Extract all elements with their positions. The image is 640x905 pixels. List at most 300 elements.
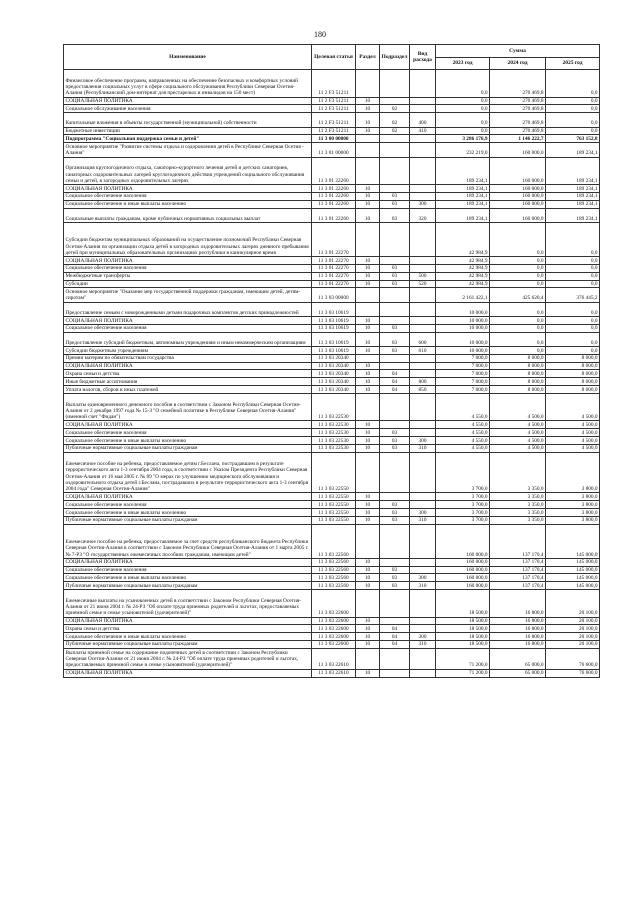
cell-2023: 160 000,0 <box>436 566 490 574</box>
cell-name: Социальное обеспечение и иные выплаты населению <box>64 437 312 445</box>
cell-section: 10 <box>356 421 380 429</box>
cell-expense-type <box>410 452 436 493</box>
cell-subsection: 03 <box>380 200 410 208</box>
cell-2024: 4 500,0 <box>490 429 546 437</box>
cell-2024: 425 620,4 <box>490 288 546 302</box>
cell-2023: 10 000,0 <box>436 302 490 316</box>
cell-subsection: 03 <box>380 437 410 445</box>
cell-name: СОЦИАЛЬНАЯ ПОЛИТИКА <box>64 493 312 501</box>
cell-section: 10 <box>356 444 380 452</box>
cell-2024: 0,0 <box>490 264 546 272</box>
cell-2025: 0,0 <box>546 272 600 280</box>
cell-target-code: 11 3 03 22530 <box>312 429 356 437</box>
cell-target-code: 11 3 03 20340 <box>312 354 356 362</box>
cell-2025: 3 800,0 <box>546 509 600 517</box>
cell-2025: 763 152,8 <box>546 135 600 143</box>
cell-2023: 189 234,1 <box>436 192 490 200</box>
table-row <box>64 362 600 370</box>
cell-expense-type <box>410 264 436 272</box>
cell-name: СОЦИАЛЬНАЯ ПОЛИТИКА <box>64 669 312 677</box>
cell-target-code: 11 3 03 22560 <box>312 582 356 590</box>
cell-name: Публичные нормативные социальные выплаты гражданам <box>64 516 312 524</box>
cell-2025: 0,0 <box>546 317 600 325</box>
cell-target-code: 11 3 00 00000 <box>312 135 356 143</box>
cell-2025: 8 000,0 <box>546 370 600 378</box>
cell-target-code: 11 3 01 22270 <box>312 272 356 280</box>
cell-2024: 270 469,8 <box>490 70 546 98</box>
cell-section: 10 <box>356 317 380 325</box>
cell-section: 10 <box>356 113 380 127</box>
cell-2025: 8 000,0 <box>546 362 600 370</box>
cell-name: Публичные нормативные социальные выплаты гражданам <box>64 640 312 648</box>
cell-section <box>356 648 380 669</box>
cell-name: Ежемесячное пособие на ребенка, предоставляемое за счет средств республиканского бюджета Республики Северная Осетия-Алания в соответствии с Законом Республики Северная Осетия-Алания от 1 марта 2005 г. № 7-РЗ "О государственных ежемесячных пособиях гражданам, имеющим детей" <box>64 524 312 558</box>
cell-section: 10 <box>356 362 380 370</box>
cell-section: 10 <box>356 501 380 509</box>
cell-section: 10 <box>356 257 380 265</box>
cell-target-code: 11 3 01 22260 <box>312 200 356 208</box>
cell-2023: 160 000,0 <box>436 524 490 558</box>
cell-subsection <box>380 70 410 98</box>
cell-name: Организация круглогодичного отдыха, санаторно-курортного лечения детей и детских санаториев, санаторных оздоровительных лагерей круглогодичного действия учреждений социального обслуживания семьи и детей, в загородных оздоровительных лагерях <box>64 157 312 185</box>
cell-section: 10 <box>356 566 380 574</box>
cell-name: Социальное обеспечение и иные выплаты населению <box>64 633 312 641</box>
cell-target-code: 11 3 03 22550 <box>312 493 356 501</box>
cell-target-code: 11 3 03 22560 <box>312 524 356 558</box>
cell-section: 10 <box>356 633 380 641</box>
cell-subsection <box>380 362 410 370</box>
cell-target-code: 11 3 03 20340 <box>312 370 356 378</box>
cell-target-code: 11 3 03 10619 <box>312 347 356 355</box>
cell-2023: 160 000,0 <box>436 574 490 582</box>
table-row <box>64 280 600 288</box>
cell-2025: 8 000,0 <box>546 354 600 362</box>
cell-2024: 270 469,8 <box>490 127 546 135</box>
cell-2024: 16 800,0 <box>490 640 546 648</box>
cell-section <box>356 70 380 98</box>
table-row <box>64 317 600 325</box>
cell-expense-type: 310 <box>410 640 436 648</box>
cell-section: 10 <box>356 280 380 288</box>
page-number: 180 <box>314 30 326 39</box>
cell-expense-type: 310 <box>410 444 436 452</box>
table-row <box>64 272 600 280</box>
cell-subsection: 02 <box>380 113 410 127</box>
cell-name: СОЦИАЛЬНАЯ ПОЛИТИКА <box>64 421 312 429</box>
cell-subsection <box>380 452 410 493</box>
cell-expense-type <box>410 185 436 193</box>
cell-2023: 42 984,9 <box>436 257 490 265</box>
cell-2025: 145 000,0 <box>546 558 600 566</box>
cell-name: СОЦИАЛЬНАЯ ПОЛИТИКА <box>64 558 312 566</box>
cell-target-code: 11 3 03 22600 <box>312 633 356 641</box>
cell-2024: 137 170,4 <box>490 558 546 566</box>
cell-2025: 189 234,1 <box>546 192 600 200</box>
cell-expense-type <box>410 558 436 566</box>
cell-subsection: 03 <box>380 347 410 355</box>
cell-target-code: 11 3 03 22530 <box>312 444 356 452</box>
cell-2024: 160 000,0 <box>490 200 546 208</box>
cell-section: 10 <box>356 378 380 386</box>
cell-subsection: 02 <box>380 105 410 113</box>
cell-2024: 0,0 <box>490 332 546 346</box>
cell-2025: 8 000,0 <box>546 386 600 394</box>
cell-name: Уплата налогов, сборов и иных платежей <box>64 386 312 394</box>
cell-2025: 376 445,2 <box>546 288 600 302</box>
cell-name: СОЦИАЛЬНАЯ ПОЛИТИКА <box>64 97 312 105</box>
cell-subsection <box>380 143 410 157</box>
cell-section: 10 <box>356 617 380 625</box>
cell-name: Социальное обеспечение и иные выплаты населению <box>64 200 312 208</box>
cell-2025: 0,0 <box>546 222 600 256</box>
cell-section <box>356 354 380 362</box>
cell-subsection <box>380 157 410 185</box>
cell-section: 10 <box>356 105 380 113</box>
cell-2025: 20 100,0 <box>546 590 600 618</box>
cell-section: 10 <box>356 370 380 378</box>
cell-target-code: 11 3 03 22560 <box>312 566 356 574</box>
budget-table <box>63 44 600 678</box>
cell-2023: 42 984,9 <box>436 272 490 280</box>
cell-2023: 7 000,0 <box>436 378 490 386</box>
table-row <box>64 501 600 509</box>
cell-section <box>356 452 380 493</box>
cell-name: Основное мероприятие "Оказание мер государственной поддержки гражданам, имеющим детей, детям-сиротам" <box>64 288 312 302</box>
cell-2024: 16 800,0 <box>490 633 546 641</box>
cell-2025: 3 800,0 <box>546 493 600 501</box>
cell-target-code: 11 3 03 22530 <box>312 393 356 421</box>
cell-section <box>356 157 380 185</box>
cell-2024: 16 800,0 <box>490 617 546 625</box>
header-section: Раздел <box>356 45 380 70</box>
header-2023: 2023 год <box>436 58 490 70</box>
table-row <box>64 452 600 493</box>
cell-section: 10 <box>356 516 380 524</box>
table-row <box>64 264 600 272</box>
cell-2025: 0,0 <box>546 105 600 113</box>
cell-section <box>356 590 380 618</box>
cell-2024: 3 350,0 <box>490 501 546 509</box>
cell-2024: 3 350,0 <box>490 493 546 501</box>
cell-subsection: 03 <box>380 574 410 582</box>
cell-expense-type <box>410 257 436 265</box>
cell-2025: 8 000,0 <box>546 378 600 386</box>
cell-section: 10 <box>356 332 380 346</box>
cell-name: Социальное обеспечение населения <box>64 264 312 272</box>
cell-subsection <box>380 648 410 669</box>
cell-name: Выплаты единовременного денежного пособия в соответствии с Законом Республики Северная Осетия-Алания от 2 декабря 1997 года № 15-З "О семейной политике в Республике Северная Осетия-Алания" (именной счет "Фидан") <box>64 393 312 421</box>
table-row <box>64 257 600 265</box>
cell-2023: 160 000,0 <box>436 582 490 590</box>
cell-2023: 4 550,0 <box>436 437 490 445</box>
cell-name: Межбюджетные трансферты <box>64 272 312 280</box>
table-row <box>64 324 600 332</box>
cell-expense-type: 310 <box>410 582 436 590</box>
cell-2023: 189 234,1 <box>436 185 490 193</box>
cell-2024: 65 000,0 <box>490 669 546 677</box>
cell-target-code: 11 2 F3 51211 <box>312 70 356 98</box>
cell-target-code: 11 2 F3 51211 <box>312 127 356 135</box>
cell-expense-type <box>410 302 436 316</box>
cell-target-code: 11 3 03 22600 <box>312 590 356 618</box>
cell-2023: 42 984,9 <box>436 280 490 288</box>
cell-2023: 18 500,0 <box>436 590 490 618</box>
cell-2025: 0,0 <box>546 264 600 272</box>
cell-2025: 145 000,0 <box>546 524 600 558</box>
cell-2024: 0,0 <box>490 347 546 355</box>
cell-subsection <box>380 302 410 316</box>
cell-2023: 160 000,0 <box>436 558 490 566</box>
cell-expense-type <box>410 524 436 558</box>
cell-expense-type <box>410 105 436 113</box>
cell-target-code: 11 3 03 10619 <box>312 324 356 332</box>
cell-2024: 8 000,0 <box>490 354 546 362</box>
table-row <box>64 354 600 362</box>
table-row <box>64 143 600 157</box>
cell-expense-type <box>410 590 436 618</box>
cell-2024: 16 800,0 <box>490 590 546 618</box>
cell-target-code: 11 3 01 22270 <box>312 257 356 265</box>
table-row <box>64 386 600 394</box>
table-row <box>64 625 600 633</box>
table-row <box>64 617 600 625</box>
cell-2025: 0,0 <box>546 302 600 316</box>
cell-subsection <box>380 135 410 143</box>
table-row <box>64 393 600 421</box>
cell-target-code: 11 3 03 22550 <box>312 509 356 517</box>
cell-expense-type: 410 <box>410 127 436 135</box>
cell-2023: 10 000,0 <box>436 347 490 355</box>
table-row <box>64 378 600 386</box>
cell-2024: 160 000,0 <box>490 185 546 193</box>
cell-2023: 42 984,9 <box>436 264 490 272</box>
table-row <box>64 640 600 648</box>
table-row <box>64 302 600 316</box>
cell-2025: 4 500,0 <box>546 421 600 429</box>
cell-name: Выплаты приемной семье на содержание подопечных детей в соответствии с Законом Республики Северная Осетия-Алания от 21 июня 2004 г. № 24-РЗ "Об оплате труда приемных родителей и льготах, предоставляемых приемной семье и семье усыновителей (удочерителей)" <box>64 648 312 669</box>
cell-expense-type: 850 <box>410 386 436 394</box>
cell-target-code: 11 3 03 22530 <box>312 437 356 445</box>
table-row <box>64 648 600 669</box>
cell-expense-type <box>410 625 436 633</box>
cell-section: 10 <box>356 347 380 355</box>
cell-name: Социальное обеспечение населения <box>64 192 312 200</box>
table-row <box>64 574 600 582</box>
cell-subsection: 02 <box>380 127 410 135</box>
cell-section: 10 <box>356 582 380 590</box>
cell-section <box>356 143 380 157</box>
cell-2025: 3 800,0 <box>546 501 600 509</box>
cell-subsection <box>380 590 410 618</box>
cell-subsection <box>380 617 410 625</box>
cell-2024: 137 170,4 <box>490 582 546 590</box>
cell-target-code: 11 3 01 22260 <box>312 192 356 200</box>
cell-2025: 0,0 <box>546 257 600 265</box>
cell-expense-type <box>410 317 436 325</box>
cell-name: Социальные выплаты гражданам, кроме публичных нормативных социальных выплат <box>64 208 312 222</box>
cell-subsection: 03 <box>380 264 410 272</box>
cell-section: 10 <box>356 386 380 394</box>
cell-2023: 18 500,0 <box>436 640 490 648</box>
cell-name: Публичные нормативные социальные выплаты гражданам <box>64 444 312 452</box>
cell-subsection <box>380 257 410 265</box>
table-row <box>64 566 600 574</box>
cell-target-code: 11 3 03 22560 <box>312 558 356 566</box>
cell-section: 10 <box>356 324 380 332</box>
cell-name: Ежемесячное пособие на ребенка, предоставляемое детям г.Беслана, пострадавшим в результате террористического акта 1-3 сентября 2004 года, в соответствии с Указом Президента Республики Северная Осетия-Алания от 16 мая 2005 г. № 89 "О мерах по улучшению медицинского обслуживания и оздоровительного отдыха детей г.Беслана, пострадавших в результате террористического акта 1-3 сентября 2004 года" Северная Осетия-Алания" <box>64 452 312 493</box>
cell-name: Бюджетные инвестиции <box>64 127 312 135</box>
cell-section: 10 <box>356 509 380 517</box>
cell-2025: 4 500,0 <box>546 393 600 421</box>
table-row <box>64 444 600 452</box>
cell-target-code: 11 3 01 22270 <box>312 222 356 256</box>
cell-2024: 137 170,4 <box>490 574 546 582</box>
table-row <box>64 105 600 113</box>
cell-2023: 10 000,0 <box>436 317 490 325</box>
cell-2024: 270 469,8 <box>490 97 546 105</box>
cell-subsection: 03 <box>380 280 410 288</box>
table-row <box>64 157 600 185</box>
cell-subsection <box>380 185 410 193</box>
cell-name: Основное мероприятие "Развитие системы отдыха и оздоровления детей в Республике Северная Осетия - Алания" <box>64 143 312 157</box>
cell-2025: 145 000,0 <box>546 574 600 582</box>
cell-target-code: 11 3 03 22610 <box>312 669 356 677</box>
table-row <box>64 332 600 346</box>
cell-name: Социальное обеспечение населения <box>64 566 312 574</box>
cell-name: Субсидии <box>64 280 312 288</box>
cell-expense-type <box>410 429 436 437</box>
cell-target-code: 11 3 01 00000 <box>312 143 356 157</box>
cell-2023: 0,0 <box>436 113 490 127</box>
cell-2025: 20 100,0 <box>546 625 600 633</box>
cell-2025: 189 234,1 <box>546 185 600 193</box>
cell-2024: 4 500,0 <box>490 421 546 429</box>
cell-expense-type: 300 <box>410 574 436 582</box>
cell-2023: 71 200,0 <box>436 648 490 669</box>
cell-name: Социальное обеспечение населения <box>64 501 312 509</box>
cell-2024: 270 469,8 <box>490 113 546 127</box>
cell-section <box>356 222 380 256</box>
cell-subsection <box>380 493 410 501</box>
cell-expense-type: 400 <box>410 113 436 127</box>
cell-name: Охрана семьи и детства <box>64 370 312 378</box>
cell-2023: 7 000,0 <box>436 386 490 394</box>
cell-2023: 18 500,0 <box>436 633 490 641</box>
cell-expense-type <box>410 222 436 256</box>
cell-name: Социальное обслуживание населения <box>64 105 312 113</box>
table-body <box>64 70 600 678</box>
cell-name: Социальное обеспечение и иные выплаты населению <box>64 574 312 582</box>
cell-target-code: 11 3 01 22270 <box>312 280 356 288</box>
cell-name: Субсидии бюджетам муниципальных образований на осуществление полномочий Республики Северная Осетия-Алания по организации отдыха детей в загородных оздоровительных лагерях дневного пребывания детей при муниципальных образовательных организациях республики в каникулярное время <box>64 222 312 256</box>
cell-2023: 0,0 <box>436 127 490 135</box>
cell-2025: 0,0 <box>546 70 600 98</box>
table-row <box>64 192 600 200</box>
table-row <box>64 633 600 641</box>
cell-target-code: 11 3 03 22530 <box>312 421 356 429</box>
cell-2024: 0,0 <box>490 222 546 256</box>
cell-expense-type: 300 <box>410 509 436 517</box>
cell-subsection: 04 <box>380 625 410 633</box>
cell-section <box>356 524 380 558</box>
cell-subsection <box>380 317 410 325</box>
cell-expense-type: 600 <box>410 332 436 346</box>
cell-subsection <box>380 97 410 105</box>
cell-target-code: 11 2 F3 51211 <box>312 113 356 127</box>
cell-2025: 20 100,0 <box>546 640 600 648</box>
cell-expense-type <box>410 669 436 677</box>
cell-subsection <box>380 393 410 421</box>
cell-target-code: 11 2 F3 51211 <box>312 105 356 113</box>
cell-2024: 3 350,0 <box>490 452 546 493</box>
table-row <box>64 200 600 208</box>
cell-subsection: 03 <box>380 516 410 524</box>
cell-2023: 10 000,0 <box>436 324 490 332</box>
cell-2023: 3 700,0 <box>436 452 490 493</box>
cell-name: Публичные нормативные социальные выплаты гражданам <box>64 582 312 590</box>
cell-2023: 4 550,0 <box>436 421 490 429</box>
table-row <box>64 524 600 558</box>
cell-subsection: 04 <box>380 640 410 648</box>
cell-section: 10 <box>356 493 380 501</box>
cell-2024: 16 800,0 <box>490 625 546 633</box>
cell-section: 10 <box>356 200 380 208</box>
cell-target-code: 11 3 01 22270 <box>312 264 356 272</box>
cell-2024: 4 500,0 <box>490 393 546 421</box>
cell-expense-type: 300 <box>410 200 436 208</box>
cell-2024: 1 146 222,7 <box>490 135 546 143</box>
cell-target-code: 11 3 03 00000 <box>312 288 356 302</box>
cell-target-code: 11 3 03 22550 <box>312 516 356 524</box>
cell-name: Социальное обеспечение населения <box>64 324 312 332</box>
cell-target-code: 11 3 03 22600 <box>312 640 356 648</box>
header-subsection: Подраздел <box>380 45 410 70</box>
cell-2024: 0,0 <box>490 302 546 316</box>
cell-2025: 20 100,0 <box>546 617 600 625</box>
header-sum: Сумма <box>436 45 600 58</box>
cell-name: Предоставление семьям с новорожденными детьми подарочных комплектов детских принадлежностей <box>64 302 312 316</box>
cell-expense-type <box>410 493 436 501</box>
cell-expense-type <box>410 362 436 370</box>
cell-2024: 8 000,0 <box>490 386 546 394</box>
table-row <box>64 516 600 524</box>
cell-target-code: 11 3 03 22550 <box>312 452 356 493</box>
cell-subsection <box>380 669 410 677</box>
table-row <box>64 222 600 256</box>
cell-2024: 0,0 <box>490 324 546 332</box>
cell-2023: 7 000,0 <box>436 354 490 362</box>
cell-target-code: 11 3 03 20340 <box>312 386 356 394</box>
cell-subsection: 03 <box>380 501 410 509</box>
cell-expense-type <box>410 393 436 421</box>
cell-section: 10 <box>356 640 380 648</box>
cell-subsection: 03 <box>380 582 410 590</box>
cell-2023: 71 200,0 <box>436 669 490 677</box>
cell-2025: 145 000,0 <box>546 566 600 574</box>
table-row <box>64 208 600 222</box>
cell-expense-type: 300 <box>410 633 436 641</box>
cell-expense-type <box>410 648 436 669</box>
cell-name: СОЦИАЛЬНАЯ ПОЛИТИКА <box>64 317 312 325</box>
cell-2024: 8 000,0 <box>490 362 546 370</box>
cell-name: Охрана семьи и детства <box>64 625 312 633</box>
cell-name: Субсидии бюджетным учреждениям <box>64 347 312 355</box>
cell-expense-type <box>410 370 436 378</box>
cell-section: 10 <box>356 127 380 135</box>
cell-section <box>356 393 380 421</box>
cell-section <box>356 302 380 316</box>
cell-name: Ежемесячные выплаты на усыновленных детей в соответствии с Законом Республики Северная Осетия-Алания от 21 июня 2004 г. № 24-РЗ "Об оплате труда приемных родителей и льготах, предоставляемых приемной семье и семье усыновителей (удочерителей)" <box>64 590 312 618</box>
